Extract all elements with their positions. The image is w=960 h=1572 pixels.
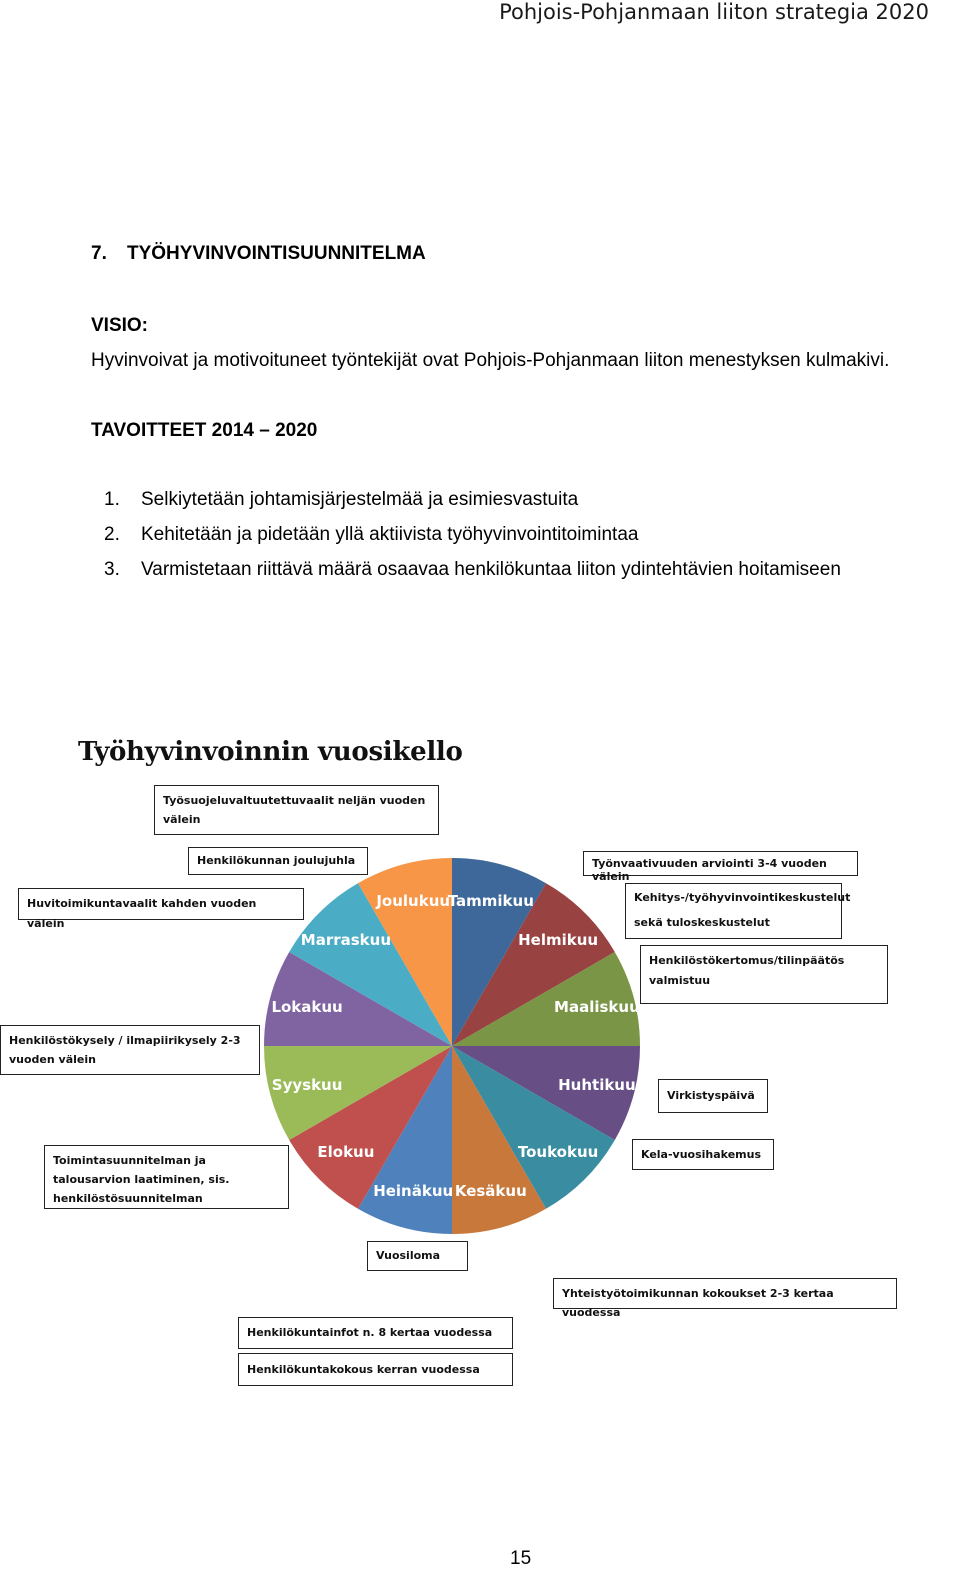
box-recreation-day: Virkistyspäivä <box>658 1079 768 1113</box>
box-safety-rep-elections: Työsuojeluvaltuutettuvaalit neljän vuoden välein <box>154 785 439 835</box>
month-label: Toukokuu <box>517 1143 599 1162</box>
month-label: Tammikuu <box>447 892 534 911</box>
box-annual-leave: Vuosiloma <box>367 1241 468 1271</box>
box-christmas-party: Henkilökunnan joulujuhla <box>188 847 368 875</box>
box-staff-meeting: Henkilökuntakokous kerran vuodessa <box>238 1353 513 1386</box>
month-label: Helmikuu <box>518 930 599 949</box>
month-label: Elokuu <box>317 1143 375 1162</box>
box-personnel-survey: Henkilöstökysely / ilmapiirikysely 2-3 vuoden välein <box>0 1025 260 1075</box>
goals-label: TAVOITTEET 2014 – 2020 <box>91 420 318 441</box>
section-number: 7. <box>91 243 107 264</box>
vision-text: Hyvinvoivat ja motivoituneet työntekijät ovat Pohjois-Pohjanmaan liiton menestyksen kulmakivi. <box>91 350 890 371</box>
goal-number: 1. <box>104 489 120 510</box>
box-staff-info-sessions: Henkilökuntainfot n. 8 kertaa vuodessa <box>238 1317 513 1349</box>
vision-label: VISIO: <box>91 315 149 336</box>
month-label: Kesäkuu <box>454 1181 527 1200</box>
box-development-discussions <box>625 883 851 939</box>
month-label: Huhtikuu <box>558 1075 636 1094</box>
month-label: Heinäkuu <box>373 1181 454 1200</box>
month-label: Lokakuu <box>271 998 343 1017</box>
box-kela-application: Kela-vuosihakemus <box>632 1139 774 1170</box>
section-title: TYÖHYVINVOINTISUUNNITELMA <box>127 243 426 264</box>
goal-text: Kehitetään ja pidetään yllä aktiivista työhyvinvointitoimintaa <box>141 524 639 545</box>
box-development-line1: Kehitys-/työhyvinvointikeskustelut <box>634 891 851 904</box>
month-label: Joulukuu <box>376 892 451 911</box>
goal-text: Selkiytetään johtamisjärjestelmää ja esimiesvastuita <box>141 489 579 510</box>
box-cooperation-committee: Yhteistyötoimikunnan kokoukset 2-3 kertaa vuodessa <box>553 1278 897 1309</box>
month-label: Maaliskuu <box>554 998 640 1017</box>
box-development-line2: sekä tuloskeskustelut <box>634 916 770 929</box>
month-label: Syyskuu <box>271 1075 343 1094</box>
goal-number: 3. <box>104 559 120 580</box>
page-number: 15 <box>510 1548 532 1569</box>
box-personnel-report: Henkilöstökertomus/tilinpäätös valmistuu <box>640 945 888 1004</box>
annual-clock-title: Työhyvinvoinnin vuosikello <box>78 737 463 767</box>
goal-text: Varmistetaan riittävä määrä osaavaa henkilökuntaa liiton ydintehtävien hoitamiseen <box>141 559 841 580</box>
box-action-plan-budget: Toimintasuunnitelman ja talousarvion laatiminen, sis. henkilöstösuunnitelman <box>44 1145 289 1209</box>
month-label: Marraskuu <box>300 930 392 949</box>
box-recreation-committee-elections: Huvitoimikuntavaalit kahden vuoden välein <box>18 888 304 920</box>
running-header: Pohjois-Pohjanmaan liiton strategia 2020 <box>499 0 929 24</box>
box-job-evaluation: Työnvaativuuden arviointi 3-4 vuoden välein <box>583 851 858 876</box>
goal-number: 2. <box>104 524 120 545</box>
